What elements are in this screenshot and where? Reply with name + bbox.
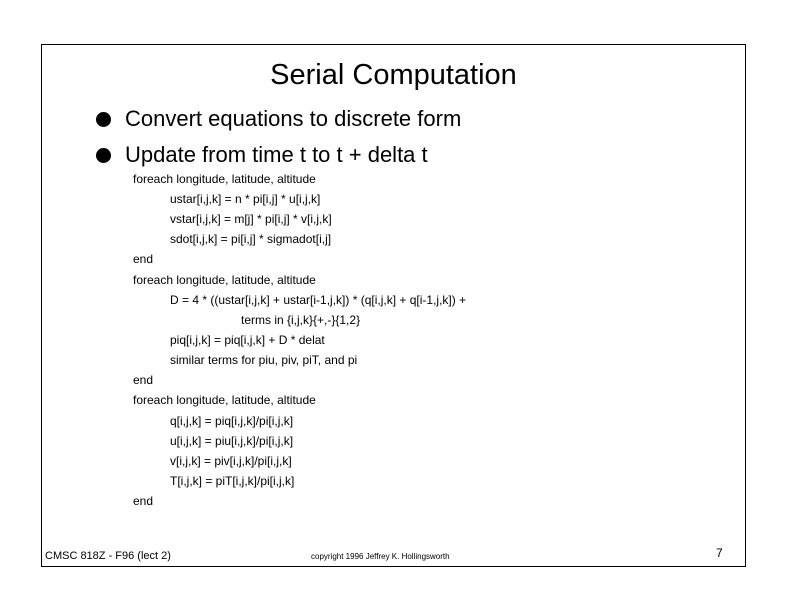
code-line: similar terms for piu, piv, piT, and pi (170, 353, 358, 367)
bullet-item (96, 106, 461, 132)
bullet-text: Convert equations to discrete form (125, 106, 462, 131)
footer-copyright: copyright 1996 Jeffrey K. Hollingsworth (311, 552, 450, 561)
code-line: end (133, 373, 154, 387)
code-line: foreach longitude, latitude, altitude (133, 393, 316, 407)
code-line: v[i,j,k] = piv[i,j,k]/pi[i,j,k] (170, 454, 292, 468)
code-line: sdot[i,j,k] = pi[i,j] * sigmadot[i,j] (170, 232, 332, 246)
code-line: u[i,j,k] = piu[i,j,k]/pi[i,j,k] (170, 434, 294, 448)
code-line: D = 4 * ((ustar[i,j,k] + ustar[i-1,j,k]) * (q[i,j,k] + q[i-1,j,k]) + (170, 293, 467, 307)
code-line: foreach longitude, latitude, altitude (133, 273, 316, 287)
code-line: ustar[i,j,k] = n * pi[i,j] * u[i,j,k] (170, 192, 321, 206)
code-line: vstar[i,j,k] = m[j] * pi[i,j] * v[i,j,k] (170, 212, 332, 226)
code-line: end (133, 252, 154, 266)
code-line: q[i,j,k] = piq[i,j,k]/pi[i,j,k] (170, 414, 294, 428)
bullet-dot-icon (96, 112, 111, 127)
code-line: end (133, 494, 154, 508)
slide-title: Serial Computation (270, 59, 517, 91)
code-line: T[i,j,k] = piT[i,j,k]/pi[i,j,k] (170, 474, 295, 488)
code-line: piq[i,j,k] = piq[i,j,k] + D * delat (170, 333, 325, 347)
code-line: terms in {i,j,k}{+,-}{1,2} (241, 313, 361, 327)
page-number: 7 (716, 546, 723, 560)
bullet-item (96, 142, 428, 168)
bullet-dot-icon (96, 148, 111, 163)
code-line: foreach longitude, latitude, altitude (133, 172, 316, 186)
bullet-text: Update from time t to t + delta t (125, 142, 428, 167)
footer-course: CMSC 818Z - F96 (lect 2) (45, 550, 171, 562)
